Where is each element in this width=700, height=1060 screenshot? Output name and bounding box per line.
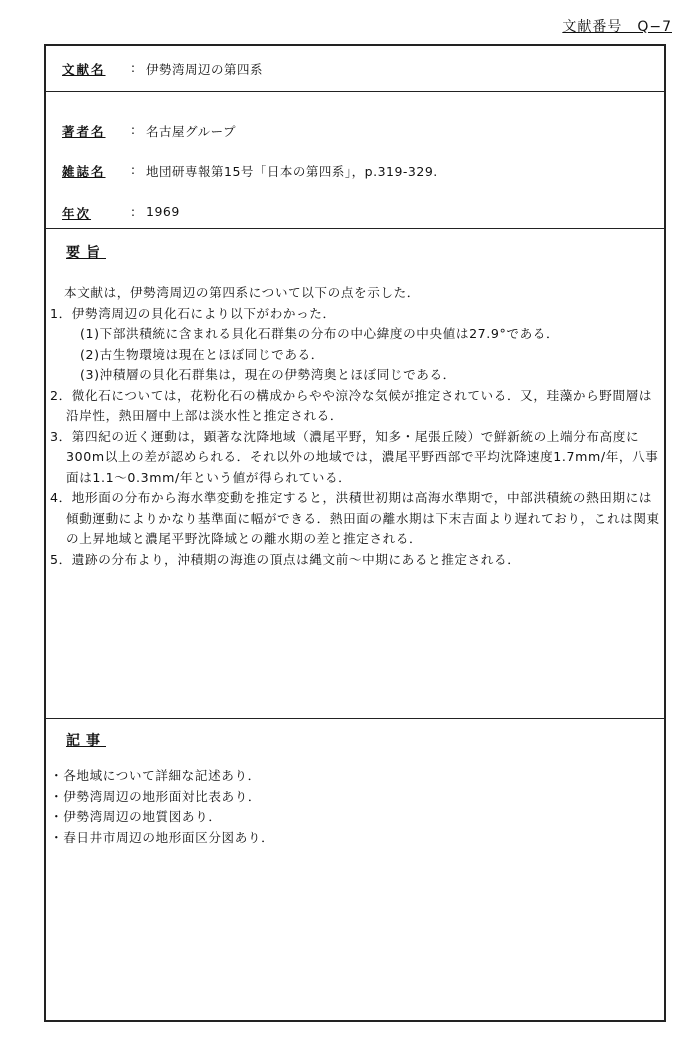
- year-separator: :: [130, 204, 136, 219]
- summary-point: 2．微化石については，花粉化石の構成からやや涼冷な気候が推定されている．又，珪藻から野間層は沿岸性，熱田層中上部は淡水性と推定される．: [50, 387, 653, 423]
- title-value: 伊勢湾周辺の第四系: [146, 62, 264, 77]
- divider: [46, 718, 664, 719]
- journal-separator: :: [130, 162, 136, 177]
- summary-point: 4．地形面の分布から海水準変動を推定すると，洪積世初期は高海水準期で，中部洪積統の熱田期には傾動運動によりかなり基準面に幅ができる．熱田面の離水期は下末吉面より遅れており，これは関東の上昇地域と濃尾平野沈降域との離水期の差と推定される．: [50, 490, 660, 546]
- summary-body: [50, 283, 662, 570]
- summary-subpoint: (2)古生物環境は現在とほぼ同じである．: [80, 346, 324, 362]
- author-row: [62, 122, 236, 140]
- divider: [46, 228, 664, 229]
- author-label: 著者名: [62, 124, 106, 139]
- author-value: 名古屋グループ: [146, 124, 237, 139]
- summary-point: 3．第四紀の近く運動は，顕著な沈降地域（濃尾平野，知多・尾張丘陵）で鮮新統の上端分布高度に300m以上の差が認められる．それ以外の地域では，濃尾平野西部で平均沈降速度1.7mm/年，八事面は1.1〜0.3mm/年という値が得られている．: [50, 428, 659, 485]
- document-sheet: [44, 44, 666, 1022]
- year-value: 1969: [146, 204, 180, 219]
- author-separator: :: [130, 122, 136, 137]
- notes-item: ・春日井市周辺の地形面区分図あり．: [50, 829, 275, 845]
- title-label: 文献名: [62, 62, 106, 77]
- notes-heading: 記事: [66, 733, 106, 749]
- title-separator: :: [130, 60, 136, 75]
- document-number: 文献番号 Q−7: [562, 19, 672, 35]
- journal-label: 雑誌名: [62, 164, 106, 179]
- journal-value: 地団研専報第15号「日本の第四系」，p.319-329.: [146, 164, 438, 179]
- year-label: 年次: [62, 206, 92, 221]
- notes-item: ・伊勢湾周辺の地形面対比表あり．: [50, 788, 262, 804]
- notes-item: ・各地域について詳細な記述あり．: [50, 768, 261, 783]
- summary-subpoint: (3)沖積層の貝化石群集は，現在の伊勢湾奥とほぼ同じである．: [80, 367, 456, 382]
- year-row: [62, 204, 180, 222]
- summary-point: 5．遺跡の分布より，沖積期の海進の頂点は縄文前〜中期にあると推定される．: [50, 551, 521, 567]
- summary-intro: 本文献は，伊勢湾周辺の第四系について以下の点を示した．: [64, 285, 420, 300]
- journal-row: [62, 162, 438, 180]
- summary-heading: 要旨: [66, 245, 106, 261]
- divider: [46, 91, 664, 92]
- summary-point: 1．伊勢湾周辺の貝化石により以下がわかった．: [50, 305, 336, 321]
- notes-item: ・伊勢湾周辺の地質図あり．: [50, 809, 222, 824]
- title-row: [62, 60, 263, 78]
- notes-list: [50, 766, 660, 848]
- summary-subpoint: (1)下部洪積統に含まれる貝化石群集の分布の中心緯度の中央値は27.9°である．: [80, 326, 560, 341]
